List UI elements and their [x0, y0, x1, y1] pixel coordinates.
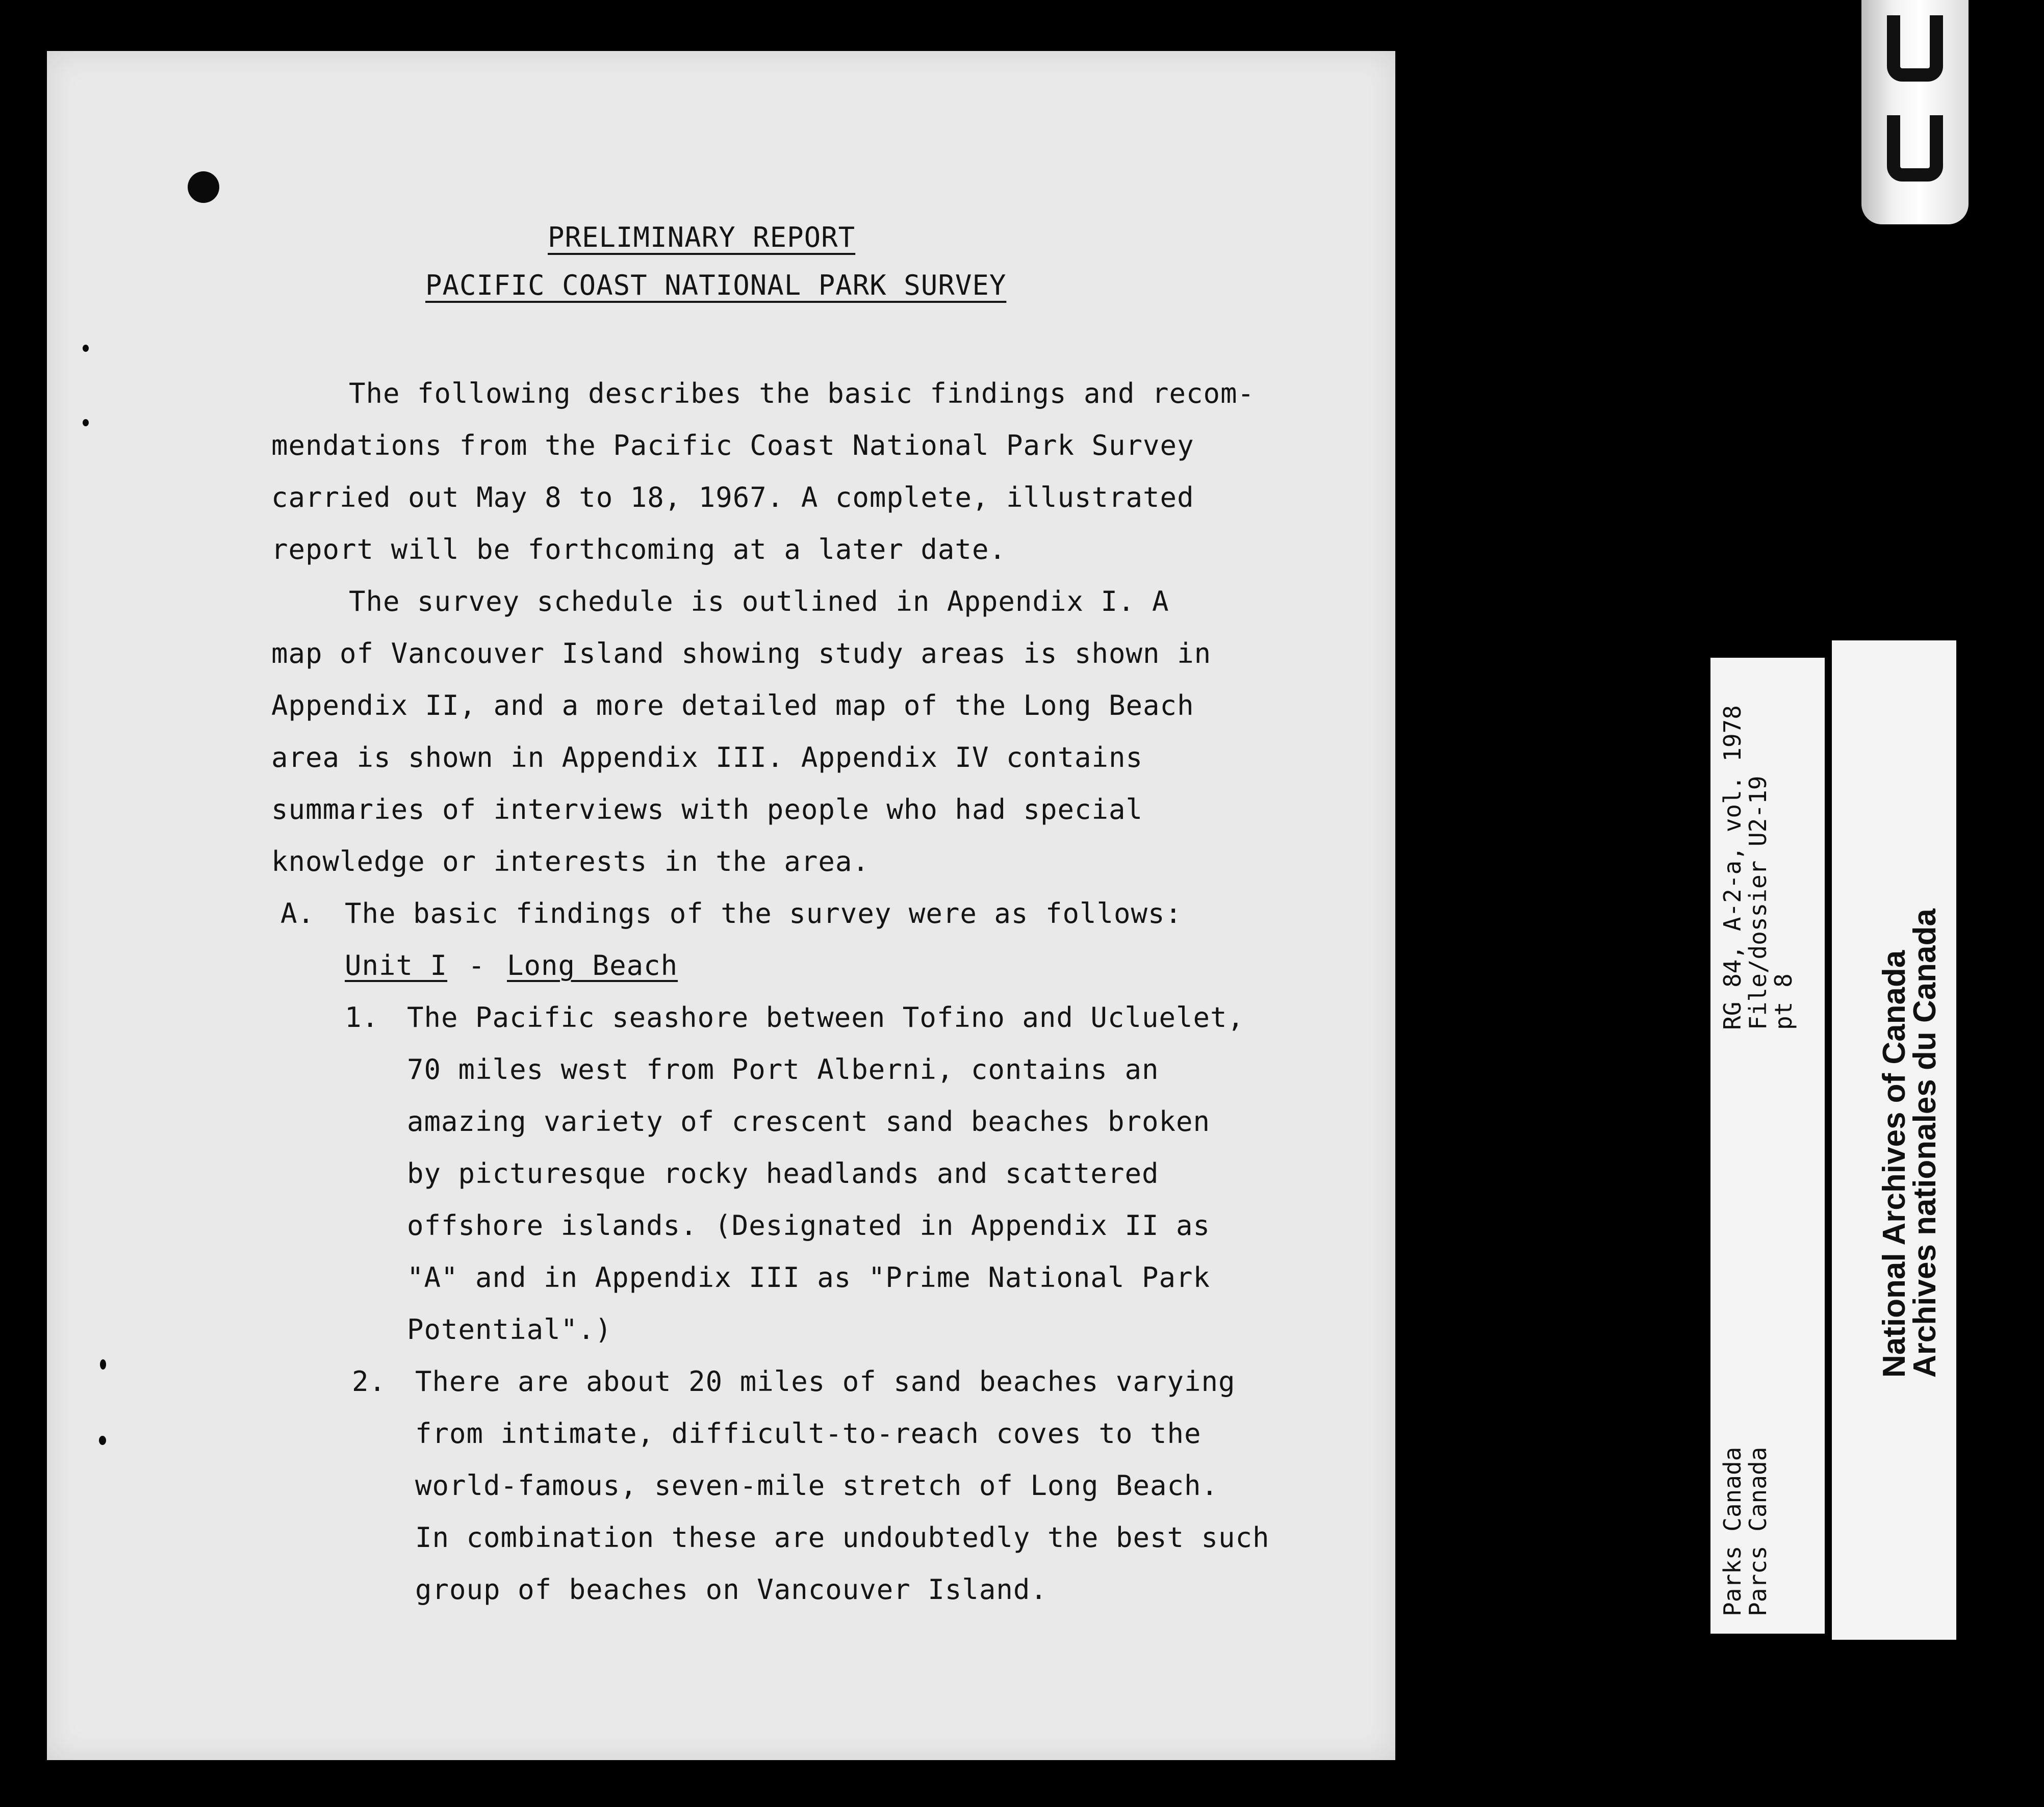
schedule-line: The survey schedule is outlined in Appendix I. A — [349, 585, 1169, 617]
report-subtitle: PACIFIC COAST NATIONAL PARK SURVEY — [425, 269, 1007, 301]
schedule-line: map of Vancouver Island showing study areas is shown in — [271, 637, 1212, 669]
item-2-line: group of beaches on Vancouver Island. — [415, 1573, 1047, 1606]
item-2-line: In combination these are undoubtedly the best such — [415, 1521, 1270, 1554]
intro-line: mendations from the Pacific Coast National Park Survey — [271, 429, 1194, 461]
unit-label: Unit I — [345, 949, 448, 982]
schedule-line: summaries of interviews with people who had special — [271, 793, 1143, 825]
report-title: PRELIMINARY REPORT — [548, 221, 856, 253]
item-1-line: "A" and in Appendix III as "Prime National Park — [407, 1261, 1211, 1294]
frame-mark — [1887, 15, 1943, 82]
item-2-marker: 2. — [352, 1365, 387, 1398]
national-archives-label — [1832, 640, 1956, 1640]
frame-mark — [1887, 115, 1943, 182]
section-a-marker: A. — [280, 897, 315, 930]
dept-line-1: Parks Canada — [1719, 1447, 1746, 1616]
ref-line-1: RG 84, A-2-a, vol. 1978 — [1719, 705, 1746, 1030]
item-1-line: by picturesque rocky headlands and scattered — [407, 1157, 1159, 1190]
intro-line: carried out May 8 to 18, 1967. A complete, illustrated — [271, 481, 1194, 513]
item-1-line: 70 miles west from Port Alberni, contains an — [407, 1053, 1159, 1086]
item-1-line: Potential".) — [407, 1313, 612, 1346]
archive-reference-label — [1710, 658, 1825, 1634]
punch-mark — [83, 419, 89, 426]
intro-line: The following describes the basic findings and recom- — [349, 377, 1255, 409]
intro-line: report will be forthcoming at a later date. — [271, 533, 1006, 565]
item-2-line: There are about 20 miles of sand beaches varying — [415, 1365, 1236, 1398]
schedule-line: area is shown in Appendix III. Appendix IV contains — [271, 741, 1143, 773]
punch-hole — [188, 171, 219, 203]
punch-mark — [99, 1436, 106, 1445]
section-a-text: The basic findings of the survey were as follows: — [345, 897, 1183, 930]
ref-line-2: File/dossier U2-19 — [1744, 776, 1772, 1030]
ref-line-3: pt 8 — [1770, 973, 1797, 1030]
schedule-line: Appendix II, and a more detailed map of the Long Beach — [271, 689, 1194, 721]
item-1-line: The Pacific seashore between Tofino and Ucluelet, — [407, 1001, 1245, 1034]
item-2-line: from intimate, difficult-to-reach coves to the — [415, 1417, 1202, 1450]
schedule-line: knowledge or interests in the area. — [271, 845, 870, 877]
document-page — [47, 51, 1395, 1760]
unit-name: Long Beach — [507, 949, 678, 982]
item-1-line: offshore islands. (Designated in Appendix II as — [407, 1209, 1211, 1242]
item-2-line: world-famous, seven-mile stretch of Long Beach. — [415, 1469, 1219, 1502]
punch-mark — [100, 1359, 106, 1370]
archives-name-fr: Archives nationales du Canada — [1907, 909, 1943, 1378]
archives-name-en: National Archives of Canada — [1877, 950, 1912, 1378]
punch-mark — [83, 345, 89, 352]
frame-number-tab — [1861, 0, 1969, 224]
item-1-marker: 1. — [345, 1001, 379, 1034]
item-1-line: amazing variety of crescent sand beaches broken — [407, 1105, 1211, 1138]
unit-separator: - — [468, 949, 486, 982]
dept-line-2: Parcs Canada — [1744, 1447, 1772, 1616]
